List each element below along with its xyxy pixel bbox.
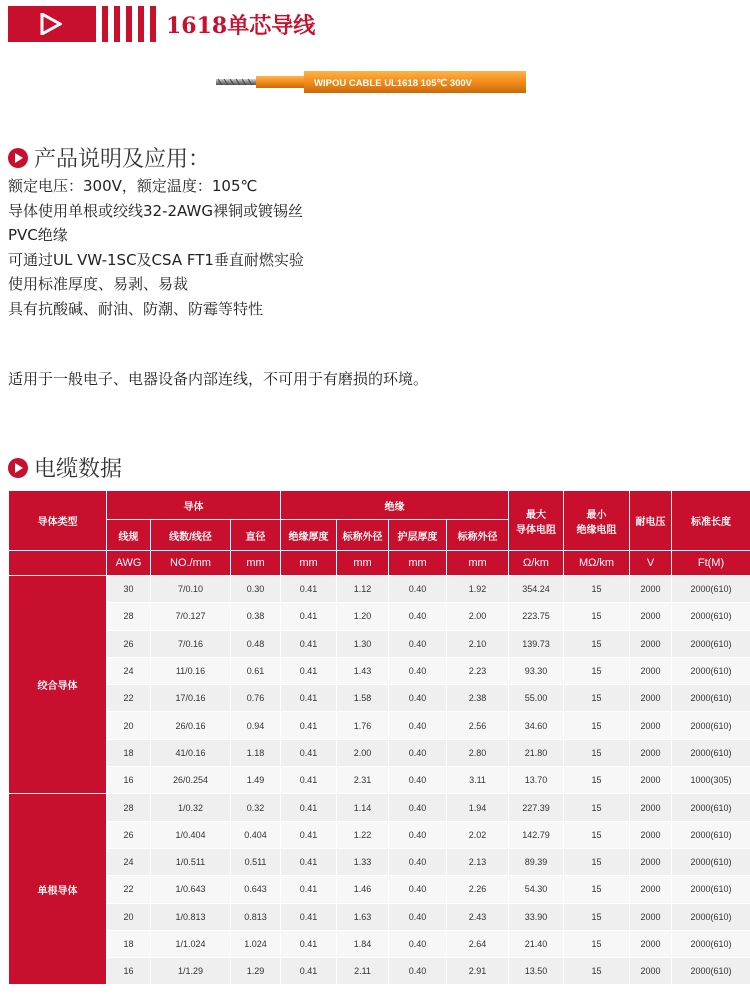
table-cell: 0.41	[281, 821, 337, 848]
table-cell: 15	[564, 767, 630, 794]
table-cell: 0.40	[389, 739, 447, 766]
subheader: 护层厚度	[389, 520, 447, 551]
table-cell: 15	[564, 848, 630, 875]
table-cell: 2000	[630, 685, 672, 712]
table-cell: 1/1.29	[151, 958, 231, 985]
table-cell: 2000	[630, 657, 672, 684]
table-cell: 15	[564, 930, 630, 957]
play-circle-icon	[8, 458, 28, 478]
header-min-insulation-resistance: 最小 绝缘电阻	[564, 491, 630, 551]
table-cell: 0.40	[389, 958, 447, 985]
table-cell: 2.31	[337, 767, 389, 794]
table-cell: 1.20	[337, 603, 389, 630]
table-cell: 2.00	[337, 739, 389, 766]
subheader: 绝缘厚度	[281, 520, 337, 551]
table-cell: 227.39	[509, 794, 564, 821]
table-cell: 1.14	[337, 794, 389, 821]
header-insulation: 绝缘	[281, 491, 509, 520]
table-cell: 2.23	[447, 657, 509, 684]
table-cell: 26	[107, 821, 151, 848]
page-header	[8, 6, 315, 42]
table-row	[9, 630, 750, 657]
table-cell: 15	[564, 657, 630, 684]
table-cell: 15	[564, 685, 630, 712]
table-cell: 2000	[630, 767, 672, 794]
header-max-resistance: 最大 导体电阻	[509, 491, 564, 551]
table-cell: 15	[564, 603, 630, 630]
table-cell: 2000(610)	[672, 712, 750, 739]
table-row	[9, 848, 750, 875]
table-cell: 0.41	[281, 903, 337, 930]
table-cell: 0.40	[389, 876, 447, 903]
table-cell: 54.30	[509, 876, 564, 903]
table-cell: 0.41	[281, 876, 337, 903]
table-row	[9, 903, 750, 930]
unit-label: mm	[337, 551, 389, 576]
table-row	[9, 685, 750, 712]
table-cell: 1.84	[337, 930, 389, 957]
table-cell: 0.40	[389, 603, 447, 630]
table-cell: 1.49	[231, 767, 281, 794]
table-cell: 21.40	[509, 930, 564, 957]
section-title: 产品说明及应用：	[34, 147, 211, 172]
table-cell: 1/0.404	[151, 821, 231, 848]
table-cell: 1.22	[337, 821, 389, 848]
table-cell: 0.40	[389, 657, 447, 684]
table-cell: 1.18	[231, 739, 281, 766]
table-cell: 22	[107, 685, 151, 712]
table-cell: 1.92	[447, 576, 509, 603]
table-cell: 15	[564, 630, 630, 657]
table-cell: 2.64	[447, 930, 509, 957]
subheader: 直径	[231, 520, 281, 551]
unit-label: V	[630, 551, 672, 576]
table-cell: 20	[107, 712, 151, 739]
table-cell: 41/0.16	[151, 739, 231, 766]
table-cell: 0.41	[281, 848, 337, 875]
table-cell: 1/0.32	[151, 794, 231, 821]
subheader: 标称外径	[447, 520, 509, 551]
description-line: 具有抗酸碱、耐油、防潮、防霉等特性	[8, 299, 264, 318]
section-product-description	[8, 142, 210, 173]
table-cell: 11/0.16	[151, 657, 231, 684]
table-row	[9, 876, 750, 903]
table-cell: 0.40	[389, 930, 447, 957]
description-line: 额定电压：300V，额定温度：105℃	[8, 177, 258, 195]
play-icon	[40, 13, 62, 35]
table-cell: 2.43	[447, 903, 509, 930]
unit-label: mm	[281, 551, 337, 576]
unit-label: mm	[389, 551, 447, 576]
table-cell: 0.41	[281, 603, 337, 630]
table-cell: 0.404	[231, 821, 281, 848]
table-cell: 15	[564, 958, 630, 985]
table-cell: 2000	[630, 794, 672, 821]
table-cell: 2000	[630, 739, 672, 766]
subheader: 线数/线径	[151, 520, 231, 551]
table-cell: 2000	[630, 576, 672, 603]
table-cell: 2000(610)	[672, 739, 750, 766]
table-cell: 0.41	[281, 685, 337, 712]
section-title: 电缆数据	[34, 457, 123, 482]
table-cell: 0.511	[231, 848, 281, 875]
table-cell: 15	[564, 903, 630, 930]
subheader: 标称外径	[337, 520, 389, 551]
table-cell: 2000(610)	[672, 685, 750, 712]
table-cell: 0.41	[281, 767, 337, 794]
conductor-type-cell: 单根导体	[9, 794, 107, 985]
play-banner	[8, 6, 96, 42]
table-cell: 1.43	[337, 657, 389, 684]
table-cell: 20	[107, 903, 151, 930]
table-cell: 2000	[630, 630, 672, 657]
table-cell: 1.46	[337, 876, 389, 903]
table-cell: 22	[107, 876, 151, 903]
table-cell: 55.00	[509, 685, 564, 712]
table-cell: 0.40	[389, 630, 447, 657]
table-cell: 0.94	[231, 712, 281, 739]
table-cell: 0.40	[389, 767, 447, 794]
table-cell: 0.41	[281, 739, 337, 766]
table-cell: 0.38	[231, 603, 281, 630]
table-cell: 33.90	[509, 903, 564, 930]
table-cell: 142.79	[509, 821, 564, 848]
table-cell: 1.12	[337, 576, 389, 603]
table-cell: 2.13	[447, 848, 509, 875]
table-cell: 18	[107, 739, 151, 766]
table-cell: 1.94	[447, 794, 509, 821]
table-cell: 0.76	[231, 685, 281, 712]
table-cell: 2000(610)	[672, 576, 750, 603]
description-line: 可通过UL VW-1SC及CSA FT1垂直耐燃实验	[8, 250, 304, 269]
table-cell: 1.63	[337, 903, 389, 930]
unit-label: MΩ/km	[564, 551, 630, 576]
table-cell: 2.38	[447, 685, 509, 712]
table-cell: 139.73	[509, 630, 564, 657]
table-cell: 0.30	[231, 576, 281, 603]
table-cell: 0.32	[231, 794, 281, 821]
table-cell: 0.61	[231, 657, 281, 684]
table-cell: 28	[107, 794, 151, 821]
header-conductor: 导体	[107, 491, 281, 520]
table-cell: 1.30	[337, 630, 389, 657]
table-cell: 26/0.254	[151, 767, 231, 794]
table-cell: 0.40	[389, 848, 447, 875]
table-cell: 2000(610)	[672, 848, 750, 875]
table-cell: 2000(610)	[672, 930, 750, 957]
unit-label: mm	[447, 551, 509, 576]
header-conductor-type: 导体类型	[9, 491, 107, 551]
table-cell: 2000	[630, 603, 672, 630]
table-cell: 0.40	[389, 821, 447, 848]
table-cell: 24	[107, 657, 151, 684]
table-cell: 2.91	[447, 958, 509, 985]
table-cell: 93.30	[509, 657, 564, 684]
table-cell: 0.40	[389, 712, 447, 739]
table-cell: 0.41	[281, 958, 337, 985]
table-row	[9, 821, 750, 848]
table-cell: 1/0.813	[151, 903, 231, 930]
table-cell: 2000(610)	[672, 958, 750, 985]
table-cell: 16	[107, 958, 151, 985]
table-cell: 7/0.16	[151, 630, 231, 657]
table-cell: 34.60	[509, 712, 564, 739]
table-cell: 2000(610)	[672, 876, 750, 903]
table-cell: 2000	[630, 821, 672, 848]
table-cell: 28	[107, 603, 151, 630]
table-cell: 2000	[630, 958, 672, 985]
table-cell: 2000(610)	[672, 603, 750, 630]
table-cell: 223.75	[509, 603, 564, 630]
table-cell: 1.29	[231, 958, 281, 985]
table-cell: 2000	[630, 712, 672, 739]
table-cell: 2000(610)	[672, 657, 750, 684]
table-cell: 0.643	[231, 876, 281, 903]
table-cell: 1/0.643	[151, 876, 231, 903]
table-row	[9, 576, 750, 603]
table-cell: 0.48	[231, 630, 281, 657]
table-cell: 2000(610)	[672, 903, 750, 930]
table-cell: 0.41	[281, 576, 337, 603]
table-cell: 2.11	[337, 958, 389, 985]
conductor-type-cell: 绞合导体	[9, 576, 107, 794]
table-cell: 2000(610)	[672, 630, 750, 657]
table-cell: 2000	[630, 903, 672, 930]
table-cell: 0.40	[389, 903, 447, 930]
table-cell: 2.10	[447, 630, 509, 657]
table-cell: 15	[564, 876, 630, 903]
table-cell: 2000(610)	[672, 821, 750, 848]
header-voltage: 耐电压	[630, 491, 672, 551]
page-title: 1618单芯导线	[166, 12, 316, 39]
description-line: 导体使用单根或绞线32-2AWG裸铜或镀锡丝	[8, 201, 303, 220]
table-cell: 21.80	[509, 739, 564, 766]
subheader: 线规	[107, 520, 151, 551]
table-cell: 7/0.127	[151, 603, 231, 630]
table-cell: 1.76	[337, 712, 389, 739]
table-row	[9, 767, 750, 794]
table-cell: 15	[564, 712, 630, 739]
table-cell: 30	[107, 576, 151, 603]
description-line: PVC绝缘	[8, 226, 68, 244]
table-cell: 0.40	[389, 576, 447, 603]
table-cell: 2000	[630, 930, 672, 957]
table-cell: 15	[564, 739, 630, 766]
unit-label: Ft(M)	[672, 551, 750, 576]
cable-data-table	[8, 490, 750, 985]
table-cell: 2.00	[447, 603, 509, 630]
decorative-bars	[102, 6, 162, 42]
table-cell: 1.33	[337, 848, 389, 875]
table-cell: 2000(610)	[672, 794, 750, 821]
table-cell: 0.41	[281, 630, 337, 657]
table-cell: 0.41	[281, 930, 337, 957]
table-row	[9, 930, 750, 957]
table-cell: 15	[564, 821, 630, 848]
table-cell: 2000	[630, 876, 672, 903]
table-cell: 18	[107, 930, 151, 957]
description-list	[8, 174, 304, 321]
table-cell: 16	[107, 767, 151, 794]
table-row	[9, 958, 750, 985]
cable-print: WIPOU CABLE UL1618 105℃ 300V	[314, 78, 472, 89]
table-cell: 0.41	[281, 657, 337, 684]
header-length: 标准长度	[672, 491, 750, 551]
table-cell: 0.41	[281, 794, 337, 821]
table-cell: 1/0.511	[151, 848, 231, 875]
table-cell: 0.40	[389, 794, 447, 821]
table-row	[9, 712, 750, 739]
table-cell: 7/0.10	[151, 576, 231, 603]
table-cell: 24	[107, 848, 151, 875]
table-cell: 1000(305)	[672, 767, 750, 794]
unit-label: Ω/km	[509, 551, 564, 576]
section-cable-data	[8, 452, 122, 483]
table-cell: 15	[564, 576, 630, 603]
table-cell: 3.11	[447, 767, 509, 794]
usage-text: 适用于一般电子、电器设备内部连线，不可用于有磨损的环境。	[8, 370, 429, 388]
table-cell: 1.58	[337, 685, 389, 712]
table-cell: 0.41	[281, 712, 337, 739]
table-cell: 2000	[630, 848, 672, 875]
unit-label: NO./mm	[151, 551, 231, 576]
table-cell: 2.26	[447, 876, 509, 903]
table-cell: 17/0.16	[151, 685, 231, 712]
unit-label: AWG	[107, 551, 151, 576]
table-cell: 26/0.16	[151, 712, 231, 739]
table-cell: 13.50	[509, 958, 564, 985]
table-cell: 1.024	[231, 930, 281, 957]
table-cell: 15	[564, 794, 630, 821]
table-cell: 89.39	[509, 848, 564, 875]
table-cell: 13.70	[509, 767, 564, 794]
table-row	[9, 739, 750, 766]
table-cell: 0.813	[231, 903, 281, 930]
table-cell: 2.02	[447, 821, 509, 848]
table-row	[9, 794, 750, 821]
table-cell: 1/1.024	[151, 930, 231, 957]
table-cell: 2.56	[447, 712, 509, 739]
table-row	[9, 657, 750, 684]
table-cell: 2.80	[447, 739, 509, 766]
table-cell: 354.24	[509, 576, 564, 603]
table-row	[9, 603, 750, 630]
cable-image	[216, 68, 526, 96]
play-circle-icon	[8, 148, 28, 168]
unit-label: mm	[231, 551, 281, 576]
description-line: 使用标准厚度、易剥、易裁	[8, 275, 189, 293]
table-cell: 26	[107, 630, 151, 657]
table-cell: 0.40	[389, 685, 447, 712]
